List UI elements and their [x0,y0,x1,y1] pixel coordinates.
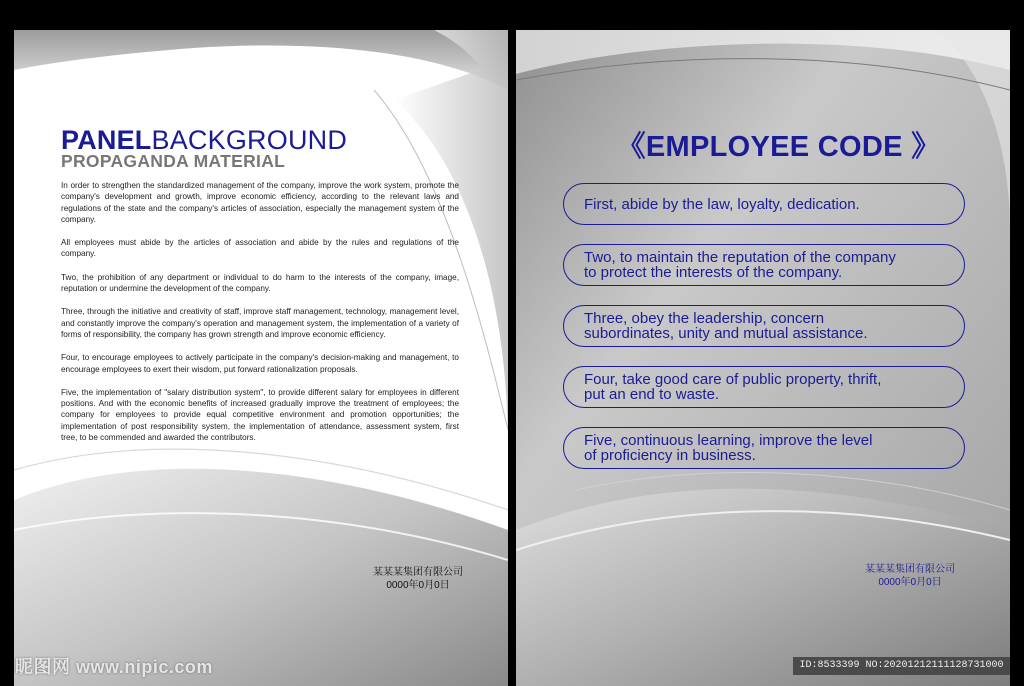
paragraph: Three, through the initiative and creativity of staff, improve staff management, technology, management level, and constantly improve the company's operation and management system, the implementation of a variety of forms of responsibility, the company has grown strength and improve economic efficiency. [61,307,459,339]
paragraph: Four, to encourage employees to actively participate in the company's decision-making and management, to encourage employees to exert their wisdom, put forward rationalization proposals. [61,353,459,374]
code-rule-text: First, abide by the law, loyalty, dedication. [584,195,860,213]
code-rule-text: Five, continuous learning, improve the level of proficiency in business. [584,432,873,464]
body-text [61,180,459,455]
paragraph: In order to strengthen the standardized management of the company, improve the work system, promote the company's development and growth, improve economic efficiency, according to the relevant laws and regulations of the state and the company's articles of association, especially the management system of the company. [61,181,459,224]
panel-subtitle: PROPAGANDA MATERIAL [61,151,286,171]
code-rule-text: Three, obey the leadership, concern subordinates, unity and mutual assistance. [584,310,868,342]
code-rule-box [563,305,965,347]
employee-code-title: 《EMPLOYEE CODE 》 [616,131,941,163]
image-id-bar: ID:8533399 NO:20201212111128731000 [793,657,1010,675]
site-watermark: 昵图网 www.nipic.com [15,657,213,677]
panel-title [61,126,347,154]
panel-title-bold: PANEL [61,125,152,155]
code-rule-box [563,244,965,286]
code-rule-box [563,427,965,469]
code-rule-box [563,183,965,225]
paragraph: All employees must abide by the articles of association and abide by the rules and regulations of the company. [61,238,459,259]
panel-title-regular: BACKGROUND [151,125,348,155]
code-rule-text: Four, take good care of public property, thrift, put an end to waste. [584,371,882,403]
company-name: 某某某集团有限公司 [865,564,955,575]
paragraph: Five, the implementation of "salary distribution system", to provide different salary for employees in different positions. And with the economic benefits of increased gradually improve the treatment of employees; the company for employees to provide equal competitive environment and promotion opportunities; the implementation of post responsibility system, the implementation of attendance, assessment system, first tree, to be commended and awarded the contributors. [61,387,459,443]
company-date: 0000年0月0日 [386,580,450,591]
left-panel [14,30,508,686]
company-info [358,566,478,592]
code-rule-text: Two, to maintain the reputation of the company to protect the interests of the company. [584,249,896,281]
company-name: 某某某集团有限公司 [373,567,463,578]
company-info [850,563,970,589]
code-rule-box [563,366,965,408]
right-panel [516,30,1010,686]
company-date: 0000年0月0日 [878,577,942,588]
paragraph: Two, the prohibition of any department or individual to do harm to the interests of the company, image, reputation or undermine the development of the company. [61,272,459,294]
